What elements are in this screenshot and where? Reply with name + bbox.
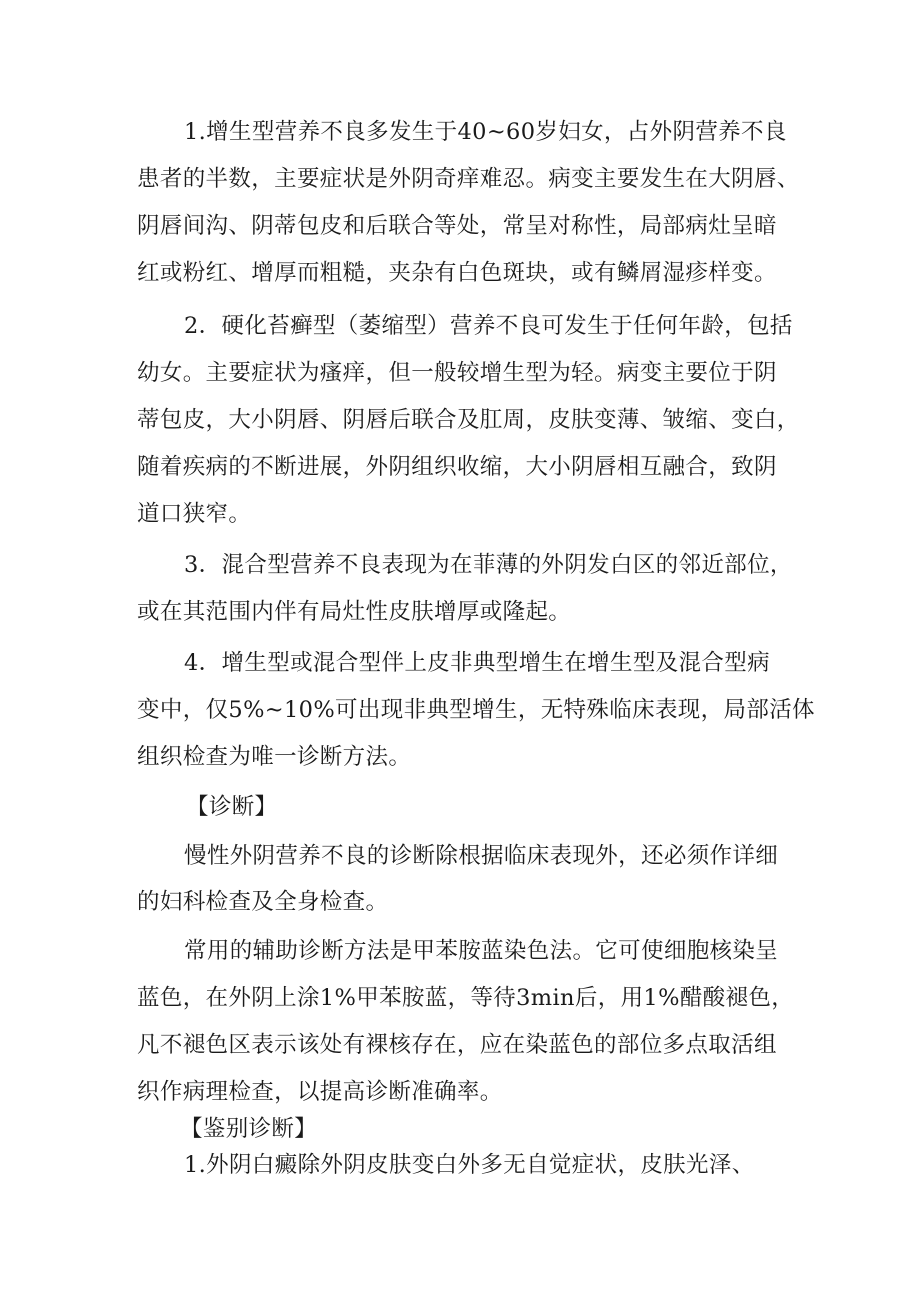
text-line: 幼女。主要症状为瘙痒，但一般较增生型为轻。病变主要位于阴 bbox=[137, 360, 777, 386]
text-line: 4．增生型或混合型伴上皮非典型增生在增生型及混合型病 bbox=[184, 650, 770, 676]
text-line: 道口狭窄。 bbox=[137, 501, 252, 527]
text-line: 阴唇间沟、阴蒂包皮和后联合等处，常呈对称性，局部病灶呈暗 bbox=[137, 213, 777, 239]
text-line: 组织检查为唯一诊断方法。 bbox=[137, 744, 412, 770]
section-heading: 【鉴别诊断】 bbox=[180, 1116, 318, 1142]
section-heading: 【诊断】 bbox=[186, 794, 278, 820]
text-line: 红或粉红、增厚而粗糙，夹杂有白色斑块，或有鳞屑湿疹样变。 bbox=[137, 260, 777, 286]
text-line: 2．硬化苔癣型（萎缩型）营养不良可发生于任何年龄，包括 bbox=[184, 313, 793, 339]
text-line: 1.外阴白癜除外阴皮肤变白外多无自觉症状，皮肤光泽、 bbox=[184, 1152, 755, 1178]
text-line: 的妇科检查及全身检查。 bbox=[137, 889, 389, 915]
text-line: 蒂包皮，大小阴唇、阴唇后联合及肛周，皮肤变薄、皱缩、变白， bbox=[137, 407, 800, 433]
text-line: 患者的半数，主要症状是外阴奇痒难忍。病变主要发生在大阴唇、 bbox=[137, 166, 800, 192]
text-line: 织作病理检查，以提高诊断准确率。 bbox=[137, 1079, 503, 1105]
text-line: 凡不褪色区表示该处有裸核存在，应在染蓝色的部位多点取活组 bbox=[137, 1032, 777, 1058]
text-line: 慢性外阴营养不良的诊断除根据临床表现外，还必须作详细 bbox=[184, 843, 779, 869]
text-line: 或在其范围内伴有局灶性皮肤增厚或隆起。 bbox=[137, 599, 572, 625]
text-line: 1.增生型营养不良多发生于40~60岁妇女，占外阴营养不良 bbox=[184, 119, 787, 145]
text-line: 3．混合型营养不良表现为在菲薄的外阴发白区的邻近部位， bbox=[184, 552, 793, 578]
text-line: 蓝色，在外阴上涂1%甲苯胺蓝，等待3min后，用1%醋酸褪色， bbox=[137, 985, 795, 1011]
text-line: 变中，仅5%~10%可出现非典型增生，无特殊临床表现，局部活体 bbox=[137, 697, 815, 723]
text-line: 随着疾病的不断进展，外阴组织收缩，大小阴唇相互融合，致阴 bbox=[137, 454, 777, 480]
text-line: 常用的辅助诊断方法是甲苯胺蓝染色法。它可使细胞核染呈 bbox=[184, 938, 779, 964]
